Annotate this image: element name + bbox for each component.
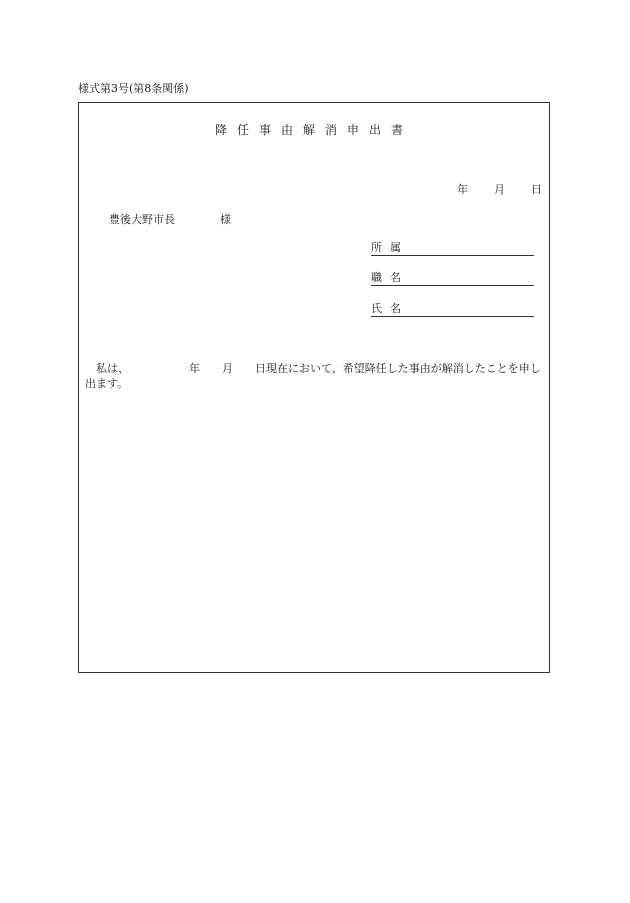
body-year: 年 [189, 362, 200, 375]
form-frame [78, 102, 550, 673]
addressee [109, 211, 231, 227]
affiliation-field[interactable] [371, 240, 534, 256]
form-label: 様式第3号(第8条関係) [78, 82, 189, 95]
body-start: 私は、 [96, 362, 129, 375]
date-day-label: 日 [531, 183, 542, 196]
addressee-name: 豊後大野市長 [109, 213, 175, 226]
position-label: 職名 [371, 271, 409, 284]
name-field[interactable] [371, 301, 534, 317]
date-line [457, 181, 542, 197]
body-month: 月 [222, 362, 233, 375]
name-label: 氏名 [371, 302, 409, 315]
body-rest: 日現在において、希望降任した事由が解消したことを申し出ます。 [85, 362, 541, 390]
date-month-label: 月 [494, 183, 505, 196]
position-field[interactable] [371, 270, 534, 286]
addressee-honorific: 様 [220, 213, 231, 226]
affiliation-label: 所属 [371, 241, 409, 254]
document-title: 降任事由解消申出書 [214, 123, 413, 137]
date-year-label: 年 [457, 183, 468, 196]
body-text [85, 361, 543, 391]
